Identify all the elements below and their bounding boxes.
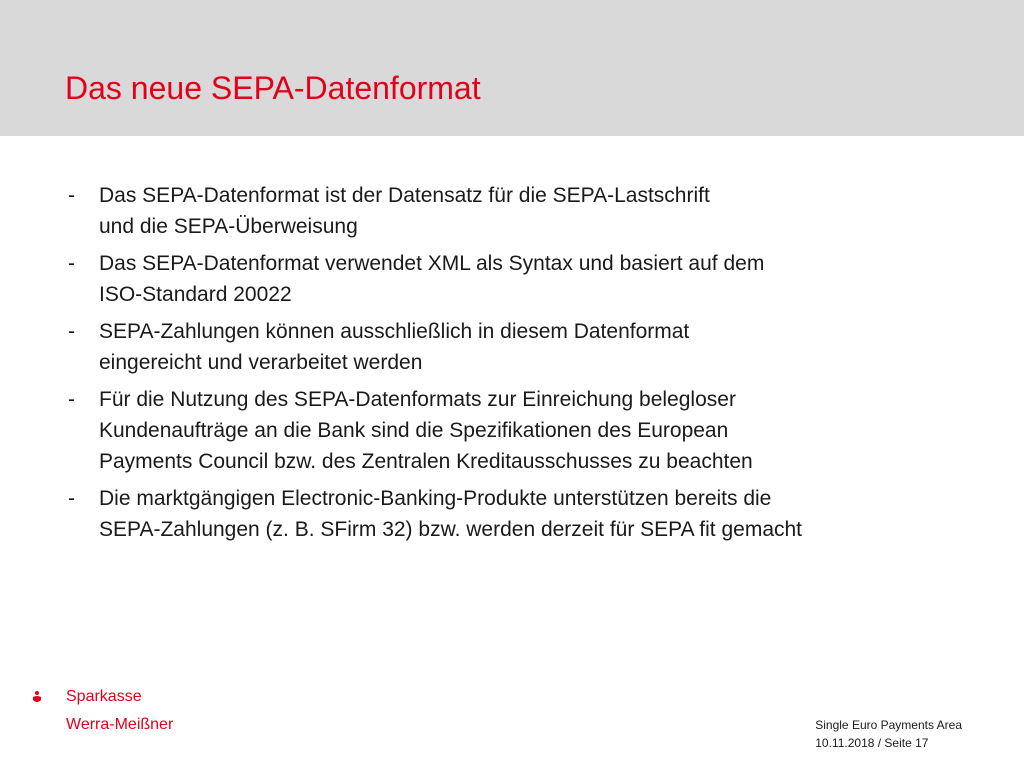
sparkasse-logo-icon xyxy=(30,690,44,704)
slide-title: Das neue SEPA-Datenformat xyxy=(65,70,481,106)
bullet-marker: - xyxy=(68,388,75,411)
bullet-marker: - xyxy=(68,184,75,207)
brand-block xyxy=(30,688,230,748)
bullet-text: SEPA-Zahlungen können ausschließlich in diesem Datenformat eingereicht und verarbeitet werden xyxy=(99,320,690,374)
bullet-marker: - xyxy=(68,487,75,510)
bullet-text: Das SEPA-Datenformat verwendet XML als Syntax und basiert auf dem ISO-Standard 20022 xyxy=(99,252,765,306)
bullet-text: Das SEPA-Datenformat ist der Datensatz für die SEPA-Lastschrift und die SEPA-Überweisung xyxy=(99,184,710,238)
bullet-item xyxy=(68,483,998,545)
brand-location: Werra-Meißner xyxy=(66,716,174,733)
bullet-text: Die marktgängigen Electronic-Banking-Produkte unterstützen bereits die SEPA-Zahlungen (z. B. SFirm 32) bzw. werden derzeit für SEPA fit gemacht xyxy=(99,487,803,541)
footer-info xyxy=(815,716,962,752)
footer-topic: Single Euro Payments Area xyxy=(815,718,962,732)
bullet-item xyxy=(68,248,998,310)
bullet-marker: - xyxy=(68,320,75,343)
bullet-marker: - xyxy=(68,252,75,275)
bullet-text: Für die Nutzung des SEPA-Datenformats zur Einreichung belegloser Kundenaufträge an die Bank sind die Spezifikationen des European Payments Council bzw. des Zentralen Kreditausschusses zu beachten xyxy=(99,388,753,473)
bullet-list xyxy=(68,180,998,551)
footer-date-page: 10.11.2018 / Seite 17 xyxy=(815,736,929,750)
bullet-item xyxy=(68,180,998,242)
brand-name: Sparkasse xyxy=(66,688,142,705)
header-band xyxy=(0,0,1024,136)
bullet-item xyxy=(68,384,998,477)
bullet-item xyxy=(68,316,998,378)
